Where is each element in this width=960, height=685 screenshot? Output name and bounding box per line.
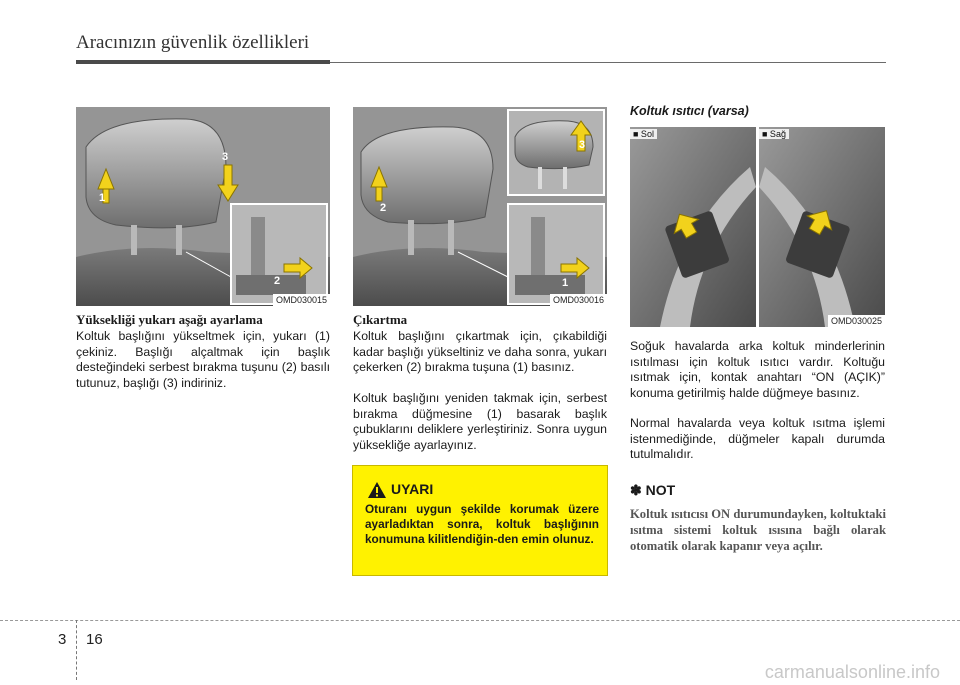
section-header-title: Aracınızın güvenlik özellikleri <box>76 32 310 53</box>
figure-headrest-adjust <box>76 107 330 306</box>
seat-warmer-illustration <box>630 127 885 327</box>
warning-box <box>352 465 608 576</box>
col1-heading: Yüksekliği yukarı aşağı ayarlama <box>76 312 263 327</box>
col2-para-1: Koltuk başlığını çıkartmak için, çıkabildiği kadar başlığı yükseltiniz ve daha sonra, yukarı çekerken (2) bırakma tuşuna (1) basınız. <box>353 329 607 374</box>
headrest-adjust-illustration <box>76 107 330 306</box>
figure-code: OMD030016 <box>550 294 607 306</box>
header-rule-thick <box>76 60 330 64</box>
label-right: ■ Sağ <box>759 129 789 139</box>
headrest-remove-illustration <box>353 107 607 306</box>
chapter-number: 3 <box>58 631 67 648</box>
note-text: Koltuk ısıtıcısı ON durumundayken, koltuktaki ısıtma sistemi koltuk ısısına bağlı olarak otomatik olarak kapanır veya açılır. <box>630 507 886 553</box>
figure-code: OMD030015 <box>273 294 330 306</box>
figure-seat-warmer <box>630 127 885 327</box>
header-rule-thin <box>330 62 886 63</box>
callout-2: 2 <box>380 202 387 214</box>
note-title: ✽ NOT <box>630 482 676 498</box>
callout-1: 1 <box>562 277 569 289</box>
footer-divider <box>76 620 77 680</box>
callout-2: 2 <box>274 275 281 287</box>
col2-para-2: Koltuk başlığını yeniden takmak için, serbest bırakma düğmesine (1) basarak başlık çubuklarını deliklere yerleştiriniz. Sonra uygun yüksekliğe ayarlayınız. <box>353 391 607 452</box>
seat-warmer-title: Koltuk ısıtıcı (varsa) <box>630 104 749 118</box>
warning-text: Oturanı uygun şekilde korumak üzere ayarladıktan sonra, koltuk başlığının konumuna kilitlendiğin-den emin olunuz. <box>365 502 599 546</box>
col3-para-1: Soğuk havalarda arka koltuk minderlerinin ısıtılması için koltuk ısıtıcı vardır. Koltuğu ısıtmak için, kontak anahtarı “ON (AÇIK)” konuma getirilmiş halde düğmeye basınız. <box>630 339 885 400</box>
figure-code: OMD030025 <box>828 315 885 327</box>
warning-title: UYARI <box>391 481 434 497</box>
callout-3: 3 <box>579 139 586 151</box>
footer-dashed-line <box>0 620 960 621</box>
figure-headrest-remove <box>353 107 607 306</box>
watermark: carmanualsonline.info <box>764 662 940 682</box>
col2-heading: Çıkartma <box>353 312 408 327</box>
col3-para-2: Normal havalarda veya koltuk ısıtma işlemi istenmediğinde, düğmeler kapalı durumda tutulmalıdır. <box>630 416 885 461</box>
label-left: ■ Sol <box>630 129 657 139</box>
callout-1: 1 <box>99 192 106 204</box>
col1-body: Koltuk başlığını yükseltmek için, yukarı (1) çekiniz. Başlığı alçaltmak için başlık desteğindeki serbest bırakma tuşunu (2) basılı tutunuz, başlığı (3) indiriniz. <box>76 329 330 390</box>
callout-3: 3 <box>222 151 229 163</box>
warning-triangle-icon <box>367 481 387 499</box>
page-number: 16 <box>86 631 103 648</box>
